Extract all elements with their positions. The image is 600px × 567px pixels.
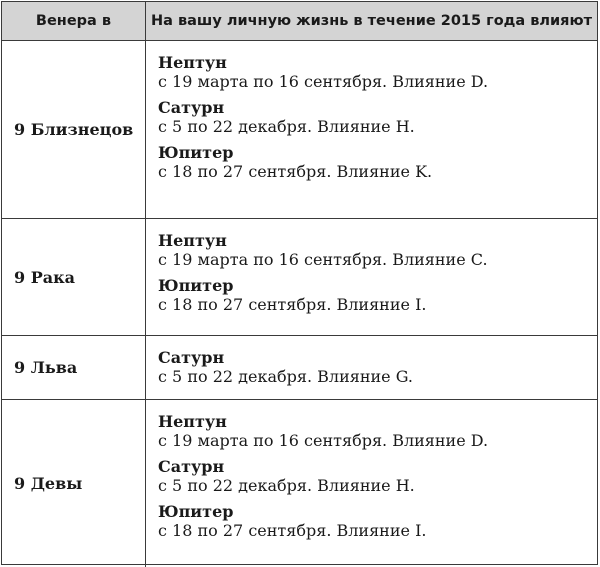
- table-header: [2, 2, 597, 41]
- planet-name: Нептун: [158, 231, 227, 250]
- venus-sign: 9 Рака: [2, 219, 146, 335]
- influence-entry: [158, 457, 597, 495]
- influences-cell: [146, 41, 597, 218]
- planet-name: Юпитер: [158, 502, 234, 521]
- influence-period: с 5 по 22 декабря. Влияние G.: [158, 367, 413, 386]
- influence-period: с 5 по 22 декабря. Влияние H.: [158, 476, 415, 495]
- influence-table: [1, 1, 598, 565]
- table-row: [2, 400, 597, 567]
- influence-period: с 18 по 27 сентября. Влияние K.: [158, 162, 433, 181]
- influence-period: с 5 по 22 декабря. Влияние H.: [158, 117, 415, 136]
- table-row: [2, 41, 597, 219]
- planet-name: Сатурн: [158, 348, 225, 367]
- planet-name: Юпитер: [158, 143, 234, 162]
- planet-name: Юпитер: [158, 276, 234, 295]
- influence-entry: [158, 276, 597, 314]
- influence-entry: [158, 412, 597, 450]
- table-row: [2, 219, 597, 336]
- venus-sign: 9 Девы: [2, 400, 146, 567]
- influences-cell: [146, 400, 597, 567]
- header-influences: На вашу личную жизнь в течение 2015 года влияют: [151, 13, 592, 29]
- venus-sign: 9 Близнецов: [2, 41, 146, 218]
- influence-entry: [158, 143, 597, 181]
- influence-entry: [158, 348, 597, 386]
- planet-name: Сатурн: [158, 457, 225, 476]
- table-row: [2, 336, 597, 400]
- influence-period: с 19 марта по 16 сентября. Влияние C.: [158, 250, 488, 269]
- influence-entry: [158, 231, 597, 269]
- header-venus-in: Венера в: [2, 2, 146, 40]
- venus-sign: 9 Льва: [2, 336, 146, 399]
- influence-period: с 19 марта по 16 сентября. Влияние D.: [158, 72, 489, 91]
- influence-period: с 18 по 27 сентября. Влияние I.: [158, 295, 427, 314]
- influences-cell: [146, 336, 597, 399]
- influences-cell: [146, 219, 597, 335]
- influence-period: с 19 марта по 16 сентября. Влияние D.: [158, 431, 489, 450]
- influence-period: с 18 по 27 сентября. Влияние I.: [158, 521, 427, 540]
- planet-name: Нептун: [158, 412, 227, 431]
- influence-entry: [158, 53, 597, 91]
- planet-name: Сатурн: [158, 98, 225, 117]
- influence-entry: [158, 98, 597, 136]
- planet-name: Нептун: [158, 53, 227, 72]
- influence-entry: [158, 502, 597, 540]
